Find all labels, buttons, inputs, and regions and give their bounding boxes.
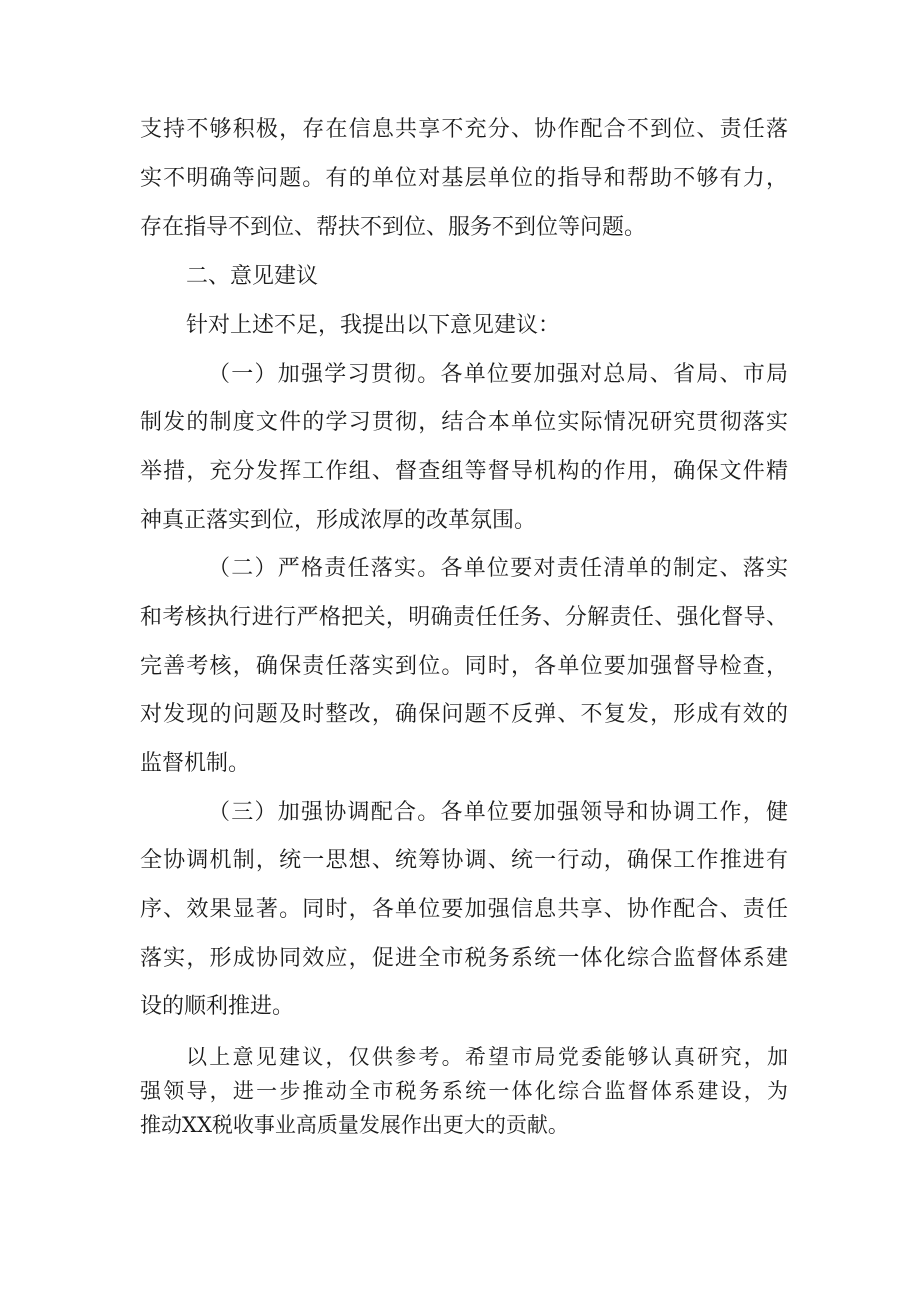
text-line: 全协调机制，统一思想、统筹协调、统一行动，确保工作推进有	[140, 848, 788, 873]
text-line: 序、效果显著。同时，各单位要加强信息共享、协作配合、责任	[140, 897, 788, 922]
text-line: 制发的制度文件的学习贯彻，结合本单位实际情况研究贯彻落实	[140, 410, 788, 435]
text-line: 完善考核，确保责任落实到位。同时，各单位要加强督导检查，	[140, 654, 788, 679]
text-line: 举措，充分发挥工作组、督查组等督导机构的作用，确保文件精	[140, 459, 788, 484]
text-line: 以上意见建议，仅供参考。希望市局党委能够认真研究，加	[186, 1045, 788, 1069]
heading-text: 二、意见建议	[186, 264, 319, 289]
text-line: 推动XX税收事业高质量发展作出更大的贡献。	[140, 1113, 569, 1137]
text-line: （一）加强学习贯彻。各单位要加强对总局、省局、市局	[208, 362, 788, 387]
text-line: 设的顺利推进。	[140, 994, 295, 1019]
text-line: 支持不够积极，存在信息共享不充分、协作配合不到位、责任落	[140, 117, 788, 142]
text-line: 实不明确等问题。有的单位对基层单位的指导和帮助不够有力，	[140, 166, 788, 191]
text-line: 和考核执行进行严格把关，明确责任任务、分解责任、强化督导、	[140, 605, 788, 630]
text-line: 监督机制。	[140, 751, 251, 776]
text-line: 存在指导不到位、帮扶不到位、服务不到位等问题。	[140, 215, 647, 240]
text-line: 针对上述不足，我提出以下意见建议：	[186, 313, 561, 338]
text-line: 神真正落实到位，形成浓厚的改革氛围。	[140, 508, 537, 533]
text-line: （二）严格责任落实。各单位要对责任清单的制定、落实	[208, 556, 788, 581]
text-line: （三）加强协调配合。各单位要加强领导和协调工作，健	[208, 800, 788, 825]
text-line: 对发现的问题及时整改，确保问题不反弹、不复发，形成有效的	[140, 702, 788, 727]
text-line: 强领导，进一步推动全市税务系统一体化综合监督体系建设，为	[140, 1079, 788, 1103]
text-line: 落实，形成协同效应，促进全市税务系统一体化综合监督体系建	[140, 946, 788, 971]
